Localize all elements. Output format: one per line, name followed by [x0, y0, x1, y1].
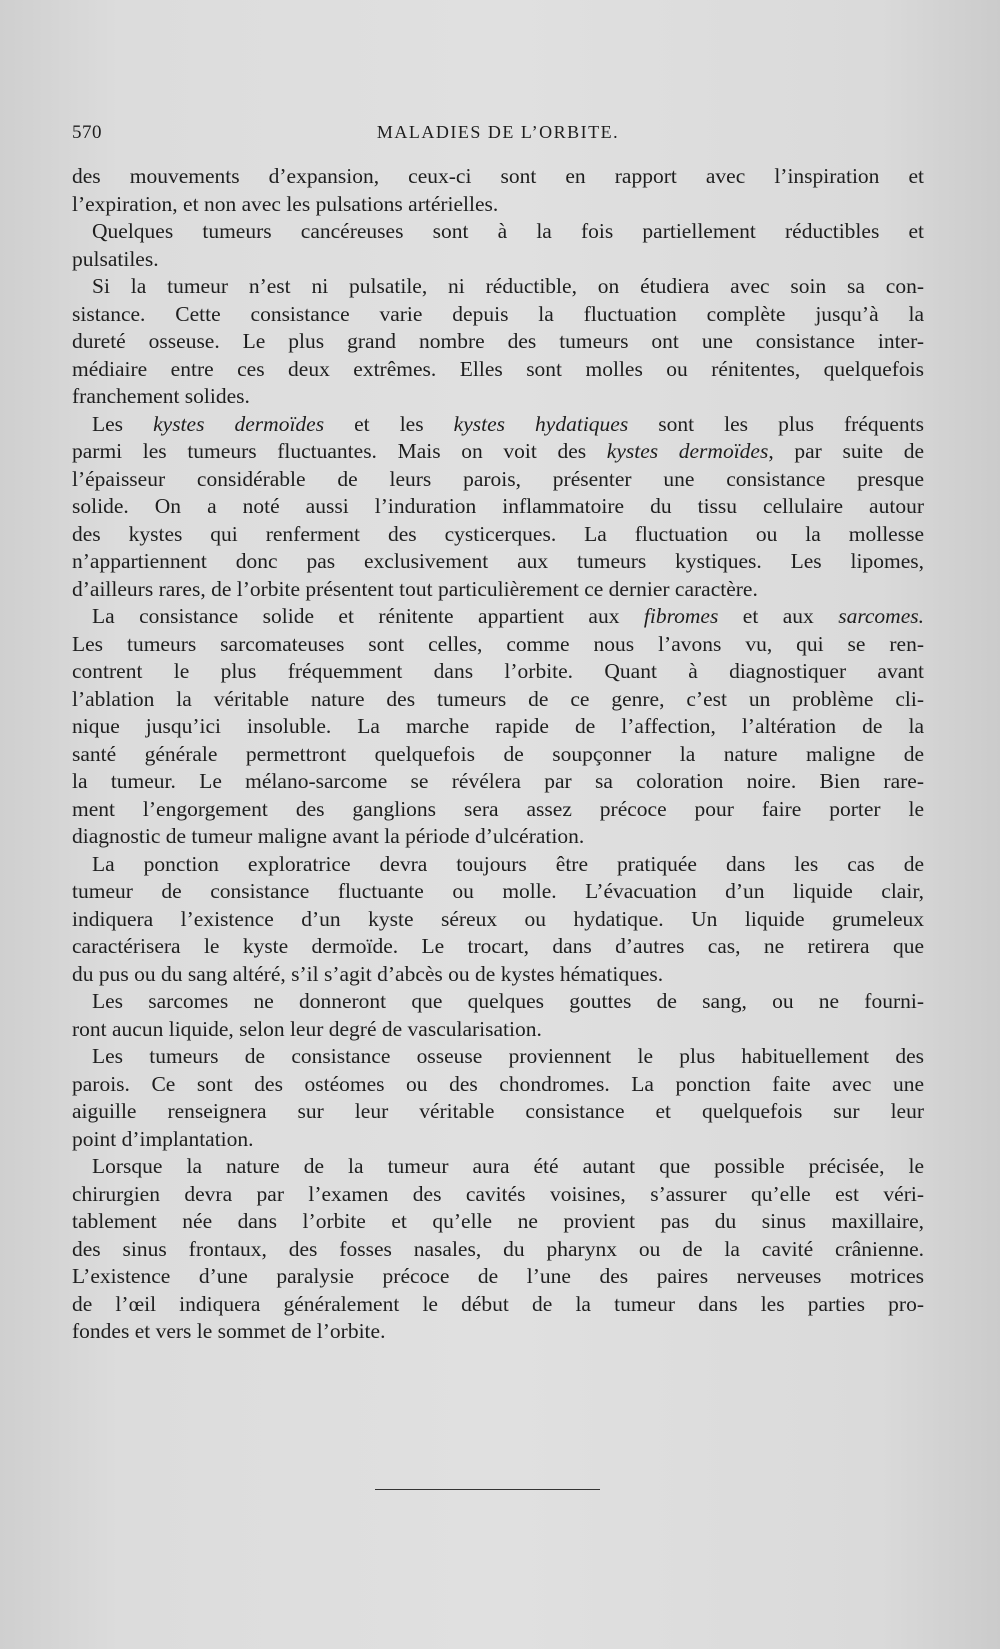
text-line: l’ablation la véritable nature des tumeurs de ce genre, c’est un problème cli-	[72, 686, 924, 711]
text-line: la tumeur. Le mélano-sarcome se révélera par sa coloration noire. Bien rare-	[72, 769, 924, 793]
text-line: santé générale permettront quelquefois de soupçonner la nature maligne de	[72, 741, 924, 766]
paragraph	[72, 163, 924, 218]
text-line: Les sarcomes ne donneront que quelques gouttes de sang, ou ne fourni-	[92, 989, 924, 1013]
text-line: des mouvements d’expansion, ceux-ci sont en rapport avec l’inspiration et	[72, 164, 924, 188]
text-line: aiguille renseignera sur leur véritable consistance et quelquefois sur leur	[72, 1099, 924, 1123]
paragraph	[72, 1043, 924, 1153]
text-line: dureté osseuse. Le plus grand nombre des tumeurs ont une consistance inter-	[72, 329, 924, 353]
paragraph	[72, 603, 924, 851]
body-text	[72, 163, 924, 1346]
text-line: l’épaisseur considérable de leurs parois, présenter une consistance presque	[72, 466, 924, 491]
text-line: ront aucun liquide, selon leur degré de vascularisation.	[72, 1016, 542, 1041]
text-line: point d’implantation.	[72, 1126, 254, 1151]
text-line: chirurgien devra par l’examen des cavités voisines, s’assurer qu’elle est véri-	[72, 1181, 924, 1206]
text-line: pulsatiles.	[72, 246, 159, 271]
text-line: d’ailleurs rares, de l’orbite présentent tout particulièrement ce dernier caractère.	[72, 576, 758, 601]
text-line: sistance. Cette consistance varie depuis la fluctuation complète jusqu’à la	[72, 301, 924, 326]
text-line: Les kystes dermoïdes et les kystes hydatiques sont les plus fréquents	[92, 411, 924, 436]
page-header	[72, 122, 924, 152]
text-line: contrent le plus fréquemment dans l’orbite. Quant à diagnostiquer avant	[72, 659, 924, 683]
text-line: caractérisera le kyste dermoïde. Le trocart, dans d’autres cas, ne retirera que	[72, 934, 924, 958]
text-line: La ponction exploratrice devra toujours être pratiquée dans les cas de	[92, 851, 924, 876]
page-number: 570	[72, 122, 102, 143]
text-line: Lorsque la nature de la tumeur aura été autant que possible précisée, le	[92, 1154, 924, 1178]
paragraph	[72, 273, 924, 411]
text-line: de l’œil indiquera généralement le début de la tumeur dans les parties pro-	[72, 1291, 924, 1316]
running-head: MALADIES DE L’ORBITE.	[376, 122, 620, 142]
end-rule	[375, 1489, 600, 1490]
paragraph	[72, 218, 924, 273]
text-line: n’appartiennent donc pas exclusivement aux tumeurs kystiques. Les lipomes,	[72, 549, 924, 573]
text-line: du pus ou du sang altéré, s’il s’agit d’abcès ou de kystes hématiques.	[72, 961, 664, 986]
text-line: tablement née dans l’orbite et qu’elle ne provient pas du sinus maxillaire,	[72, 1209, 924, 1233]
paragraph	[72, 851, 924, 989]
text-line: parois. Ce sont des ostéomes ou des chondromes. La ponction faite avec une	[72, 1071, 924, 1096]
text-line: solide. On a noté aussi l’induration inflammatoire du tissu cellulaire autour	[72, 494, 924, 518]
text-line: franchement solides.	[72, 384, 250, 408]
text-line: diagnostic de tumeur maligne avant la période d’ulcération.	[72, 824, 585, 848]
text-line: fondes et vers le sommet de l’orbite.	[72, 1319, 386, 1343]
text-line: Quelques tumeurs cancéreuses sont à la fois partiellement réductibles et	[92, 219, 924, 243]
text-line: ment l’engorgement des ganglions sera assez précoce pour faire porter le	[72, 796, 924, 821]
paragraph	[72, 988, 924, 1043]
text-line: parmi les tumeurs fluctuantes. Mais on voit des kystes dermoïdes, par suite de	[72, 439, 925, 463]
text-line: des kystes qui renferment des cysticerques. La fluctuation ou la mollesse	[72, 521, 924, 546]
text-line: L’existence d’une paralysie précoce de l’une des paires nerveuses motrices	[72, 1264, 924, 1288]
text-line: La consistance solide et rénitente appartient aux fibromes et aux sarcomes.	[92, 604, 924, 628]
text-line: médiaire entre ces deux extrêmes. Elles sont molles ou rénitentes, quelquefois	[72, 356, 924, 381]
text-line: Les tumeurs sarcomateuses sont celles, comme nous l’avons vu, qui se ren-	[72, 631, 924, 656]
text-line: Si la tumeur n’est ni pulsatile, ni réductible, on étudiera avec soin sa con-	[92, 274, 924, 298]
text-line: indiquera l’existence d’un kyste séreux ou hydatique. Un liquide grumeleux	[72, 906, 924, 931]
text-line: Les tumeurs de consistance osseuse proviennent le plus habituellement des	[92, 1044, 924, 1068]
text-line: nique jusqu’ici insoluble. La marche rapide de l’affection, l’altération de la	[72, 714, 924, 738]
text-line: l’expiration, et non avec les pulsations artérielles.	[72, 191, 499, 216]
paragraph	[72, 411, 924, 604]
text-line: des sinus frontaux, des fosses nasales, du pharynx ou de la cavité crânienne.	[72, 1236, 924, 1261]
paragraph	[72, 1153, 924, 1346]
text-line: tumeur de consistance fluctuante ou molle. L’évacuation d’un liquide clair,	[72, 879, 924, 903]
